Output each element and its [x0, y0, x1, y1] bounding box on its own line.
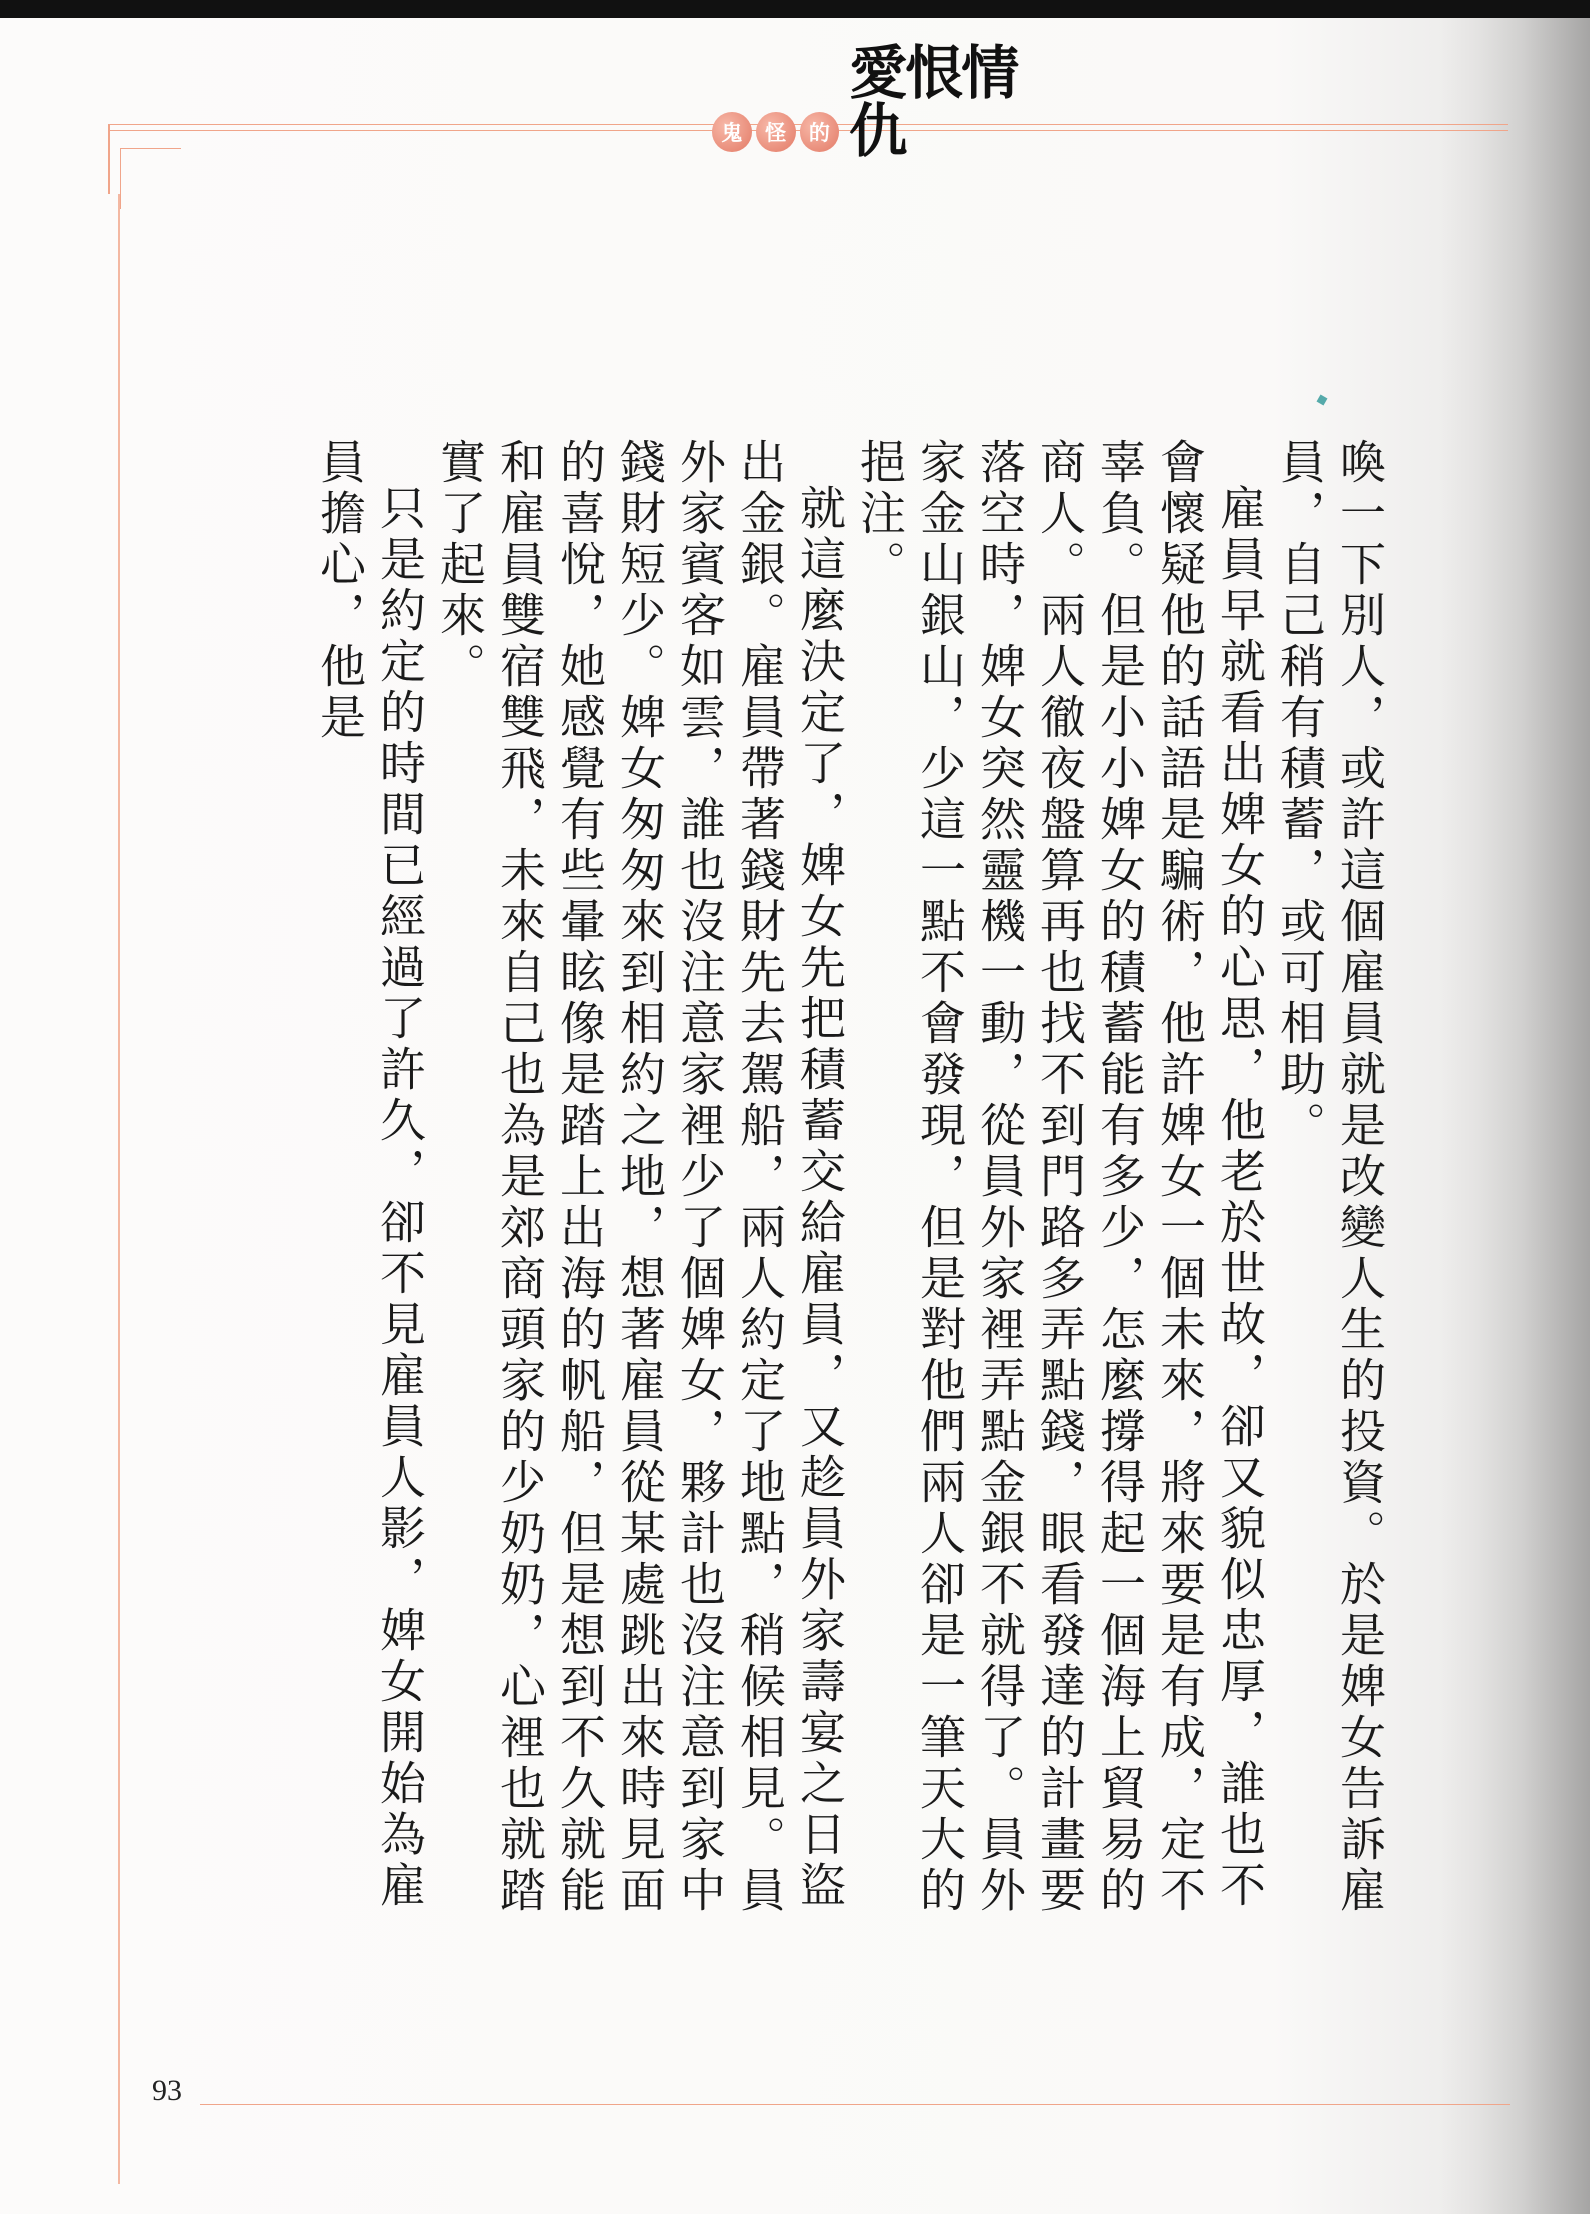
- page-spine-shadow: [1440, 18, 1590, 2214]
- running-header: [712, 39, 1072, 174]
- paragraph-3: 就這麼決定了，婢女先把積蓄交給雇員，又趁員外家壽宴之日盜出金銀。雇員帶著錢財先去駕船，兩人約定了地點，稍候相見。員外家賓客如雲，誰也沒注意家裡少了個婢女，夥計也沒注意到家中錢財短少。婢女匆匆來到相約之地，想著雇員從某處跳出來時見面的喜悅，她感覺有些暈眩像是踏上出海的帆船，但是想到不久就能和雇員雙宿雙飛，未來自己也為是郊商頭家的少奶奶，心裡也就踏實了起來。: [433, 438, 847, 1917]
- header-char-3: 的: [800, 112, 840, 152]
- page-number: 93: [152, 2074, 182, 2107]
- header-char-1: 鬼: [712, 112, 752, 152]
- header-char-2: 怪: [756, 112, 796, 152]
- corner-ornament-inner: [120, 148, 181, 209]
- paragraph-4: 只是約定的時間已經過了許久，卻不見雇員人影，婢女開始為雇員擔心，他是: [313, 438, 427, 1912]
- header-title: 愛恨情仇: [849, 39, 1018, 165]
- body-text: [255, 438, 1390, 1938]
- paragraph-2: 雇員早就看出婢女的心思，他老於世故，卻又貌似忠厚，誰也不會懷疑他的話語是騙術，他許婢女一個未來，將來要是有成，定不辜負。但是小小婢女的積蓄能有多少，怎麼撐得起一個海上貿易的商人。兩人徹夜盤算再也找不到門路多弄點錢，眼看發達的計畫要落空時，婢女突然靈機一動，從員外家裡弄點金銀不就得了。員外家金山銀山，少這一點不會發現，但是對他們兩人卻是一筆天大的挹注。: [853, 438, 1267, 1917]
- stray-mark: [1317, 395, 1328, 406]
- paragraph-1: 喚一下別人，或許這個雇員就是改變人生的投資。於是婢女告訴雇員，自己稍有積蓄，或可相助。: [1273, 438, 1387, 1917]
- left-margin-rule: [118, 194, 120, 2184]
- footer-rule: [200, 2104, 1510, 2105]
- book-page: [0, 18, 1590, 2214]
